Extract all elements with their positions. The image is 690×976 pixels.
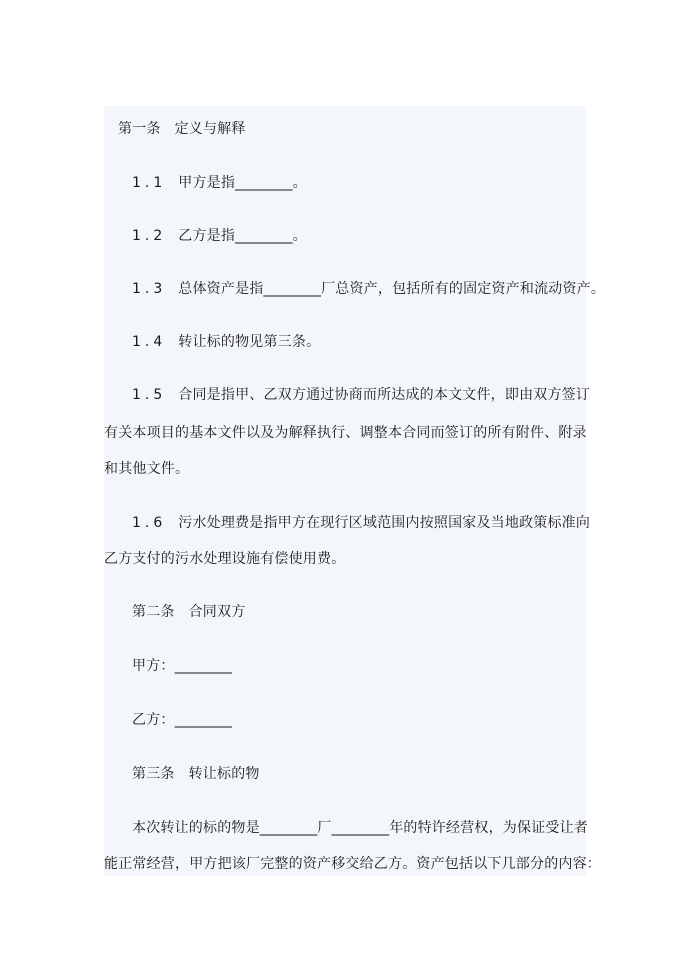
clause-1-5-line-1	[132, 386, 590, 404]
clause-1-6-line-2: 乙方支付的污水处理设施有偿使用费。	[104, 551, 346, 567]
clause-text: 合同是指甲、乙双方通过协商而所达成的本文文件，即由双方签订	[178, 387, 591, 403]
clause-1-1	[132, 174, 307, 192]
article-3-line-2: 能正常经营，甲方把该厂完整的资产移交给乙方。资产包括以下几部分的内容：	[104, 856, 601, 872]
clause-number: 1.5	[132, 387, 167, 403]
article-title: 定义与解释	[174, 121, 246, 137]
clause-1-2	[132, 227, 307, 245]
clause-1-5-line-2: 有关本项目的基本文件以及为解释执行、调整本合同而签订的所有附件、附录	[104, 425, 587, 441]
article-2-heading	[132, 603, 245, 621]
article-title: 转让标的物	[188, 766, 260, 782]
clause-number: 1.4	[132, 334, 167, 350]
clause-number: 1.1	[132, 175, 167, 191]
clause-1-4	[132, 333, 320, 351]
clause-1-6-line-1	[132, 514, 590, 532]
clause-text: 乙方是指________。	[178, 228, 307, 244]
clause-number: 1.6	[132, 515, 167, 531]
clause-text: 总体资产是指________厂总资产，包括所有的固定资产和流动资产。	[178, 281, 606, 297]
clause-1-5-line-3: 和其他文件。	[104, 461, 190, 477]
clause-number: 1.3	[132, 281, 167, 297]
article-3-line-1: 本次转让的标的物是________厂________年的特许经营权，为保证受让者	[132, 820, 588, 836]
document-page	[104, 106, 606, 876]
party-b-field: 乙方：________	[132, 712, 233, 728]
article-number: 第二条	[132, 604, 175, 620]
party-a-field: 甲方：________	[132, 658, 233, 674]
clause-text: 污水处理费是指甲方在现行区域范围内按照国家及当地政策标准向	[178, 515, 591, 531]
clause-number: 1.2	[132, 228, 167, 244]
clause-text: 转让标的物见第三条。	[178, 334, 321, 350]
clause-text: 甲方是指________。	[178, 175, 307, 191]
clause-1-3	[132, 280, 605, 298]
article-number: 第三条	[132, 766, 175, 782]
article-number: 第一条	[118, 121, 161, 137]
article-3-heading	[132, 765, 260, 783]
article-1-heading	[118, 120, 246, 138]
article-title: 合同双方	[188, 604, 246, 620]
